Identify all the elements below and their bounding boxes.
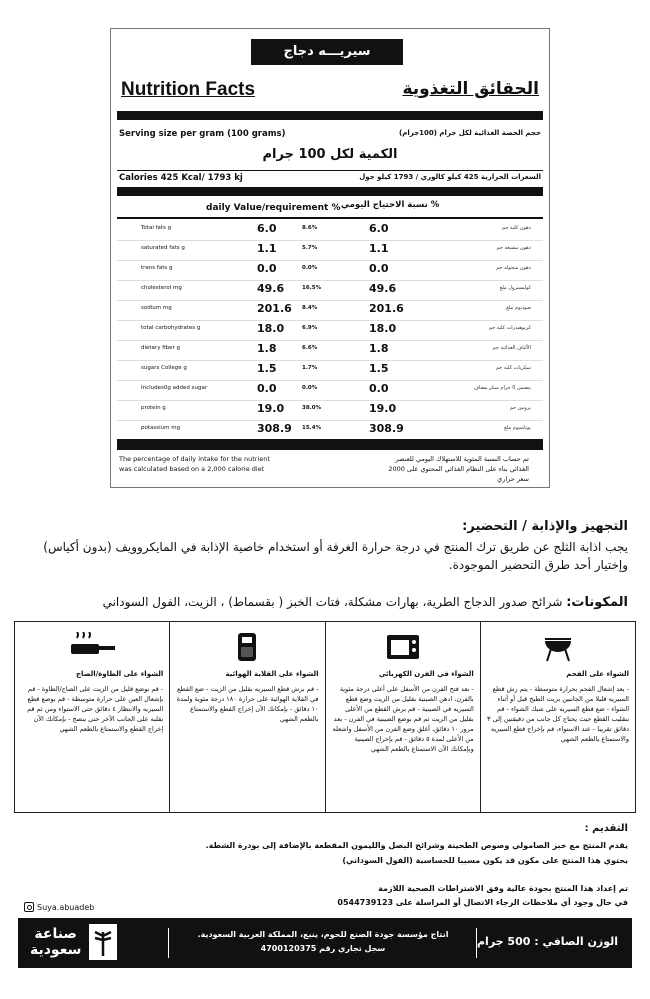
grill-icon bbox=[487, 630, 629, 664]
nutrient-value: 308.9 bbox=[369, 422, 404, 435]
nutrient-percent: 1.7% bbox=[302, 365, 318, 371]
ingredients bbox=[22, 595, 628, 610]
method-pan bbox=[15, 622, 169, 812]
nutrient-percent: 16.5% bbox=[302, 285, 322, 291]
quality-statement: تم إعداد هذا المنتج بجودة عالية وفق الاشتراطات الصحية اللازمة bbox=[378, 884, 628, 893]
calories-en: Calories 425 Kcal/ 1793 kj bbox=[119, 173, 243, 183]
nutrient-name-en: dietary fiber g bbox=[141, 345, 181, 351]
nutrient-name-en: potassium mg bbox=[141, 425, 181, 431]
nutrient-row bbox=[117, 220, 543, 240]
nutrient-value: 6.0 bbox=[369, 222, 389, 235]
net-weight: الوزن الصافي : 500 جرام bbox=[476, 935, 618, 948]
logo-line-1: صناعة bbox=[34, 926, 77, 942]
nutrient-value: 1.8 bbox=[369, 342, 389, 355]
nutrient-name-en: protein g bbox=[141, 405, 166, 411]
method-title: الشواء في الفرن الكهربائي bbox=[378, 670, 474, 678]
method-oven bbox=[325, 622, 480, 812]
serving-size-ar: حجم الحصة الغذائية لكل جرام (100جرام) bbox=[399, 129, 541, 137]
nutrient-value: 49.6 bbox=[257, 282, 285, 295]
nutrient-name-en: sodium mg bbox=[141, 305, 172, 311]
preparation-text: يجب اذابة الثلج عن طريق ترك المنتج في درجة حرارة الغرفة أو استخدام خاصية الإذابة في المايكروويف (بدون أكياس) وإختيار أحد طرق التحضير الموجودة. bbox=[43, 540, 628, 572]
method-grill bbox=[480, 622, 635, 812]
nutrient-value: 0.0 bbox=[257, 382, 277, 395]
method-title: الشواء على القلاية الهوائية bbox=[225, 670, 319, 678]
nutrient-name-ar: دهون متحولة جم bbox=[496, 265, 531, 271]
preparation-title: التجهيز والإذابة / التحضير: bbox=[462, 519, 628, 534]
nutrient-value: 201.6 bbox=[257, 302, 292, 315]
nutrition-heading-en: Nutrition Facts bbox=[121, 79, 256, 100]
nutrient-percent: 0.0% bbox=[302, 265, 318, 271]
method-instructions: - قم برش قطع السيريه بقليل من الزيت - ضع القطع في القلاية الهوائية على حرارة ١٨٠ درجة مئوية ولمدة ١٠ دقائق - بإمكانك الآن إخراج القطع والاستمتاع بالطعم الشهي bbox=[176, 685, 319, 723]
nutrient-value: 1.5 bbox=[257, 362, 277, 375]
nutrient-value: 19.0 bbox=[369, 402, 397, 415]
nutrient-value: 1.5 bbox=[369, 362, 389, 375]
nutrient-row bbox=[117, 420, 543, 440]
nutrient-value: 1.8 bbox=[257, 342, 277, 355]
nutrient-row bbox=[117, 340, 543, 360]
nutrient-percent: 6.6% bbox=[302, 345, 318, 351]
nutrient-value: 0.0 bbox=[257, 262, 277, 275]
air-fryer-icon bbox=[176, 630, 318, 664]
amount-per-100g: الكمية لكل 100 جرام bbox=[262, 147, 398, 162]
serving-size-en: Serving size per gram (100 grams) bbox=[119, 129, 286, 139]
nutrient-row bbox=[117, 300, 543, 320]
instagram-icon bbox=[24, 902, 34, 912]
oven-icon bbox=[332, 630, 474, 664]
method-instructions: - بعد فتح الفرن من الأسفل على أعلى درجة مئوية بالفرن، ادهن الصينية بقليل من الزيت وضع قطع السيريه في الصينية - قم برش القطع من الأعلى بقليل من الزيت ثم قم بوضع الصينية في الفرن - بعد مرور ١٠ دقائق، أغلق وضع الفرن من الأسفل واشعله من الأعلى لمدة ٥ دقائق - قم بإخراج الصينية وبإمكانك الآن الاستمتاع بالطعم الشهي bbox=[332, 685, 474, 753]
producer-name: انتاج مؤسسة جودة الصنع للحوم، ينبع، المملكة العربية السعودية. bbox=[197, 930, 449, 939]
nutrient-row bbox=[117, 400, 543, 420]
nutrient-name-en: sugars College g bbox=[141, 365, 187, 371]
pan-icon bbox=[21, 630, 163, 664]
nutrient-value: 49.6 bbox=[369, 282, 397, 295]
nutrient-value: 1.1 bbox=[257, 242, 277, 255]
nutrient-row bbox=[117, 260, 543, 280]
nutrient-value: 18.0 bbox=[257, 322, 285, 335]
nutrient-percent: 15.4% bbox=[302, 425, 322, 431]
nutrient-row bbox=[117, 280, 543, 300]
nutrient-row bbox=[117, 240, 543, 260]
nutrient-name-ar: دهون مشبعة جم bbox=[496, 245, 531, 251]
nutrient-percent: 8.6% bbox=[302, 225, 318, 231]
logo-line-2: سعودية bbox=[30, 942, 82, 958]
nutrient-name-en: total carbohydrates g bbox=[141, 325, 201, 331]
nutrient-row bbox=[117, 360, 543, 380]
divider-bar bbox=[117, 439, 543, 450]
divider-bar bbox=[117, 111, 543, 120]
nutrient-name-en: Includes0g added sugar bbox=[141, 385, 208, 391]
nutrient-name-ar: الألياف الغذائية جم bbox=[492, 345, 531, 351]
nutrient-name-ar: دهون كلية جم bbox=[502, 225, 531, 231]
saudi-made-logo bbox=[30, 924, 117, 960]
nutrient-percent: 0.0% bbox=[302, 385, 318, 391]
instagram-handle bbox=[24, 902, 94, 912]
daily-value-header-ar: % نسبة الاحتياج اليومي bbox=[341, 200, 440, 210]
nutrient-name-ar: كوليسترول ملغ bbox=[499, 285, 531, 291]
nutrient-name-ar: بوتاسيوم ملغ bbox=[504, 425, 531, 431]
nutrient-name-ar: صوديوم ملغ bbox=[506, 305, 531, 311]
divider-bar bbox=[117, 187, 543, 196]
nutrient-name-en: Total fats g bbox=[141, 225, 172, 231]
palm-icon bbox=[89, 924, 117, 960]
method-instructions: - بعد إشعال الفحم بحرارة متوسطة - يتم رش قطع السيريه قليلا من الجانبين بزيت الطبخ قبل أو أثناء الشواء - ضع قطع السيريه على شبك الشواء - قم بتقليب القطع حيث يحتاج كل جانب من دقيقتين إلى ٣ دقائق تقريبا - عند الاستواء، قم بإخراج قطع السيريه والاستمتاع بالطعم الشهي bbox=[487, 685, 629, 743]
footnote-en: The percentage of daily intake for the nutrient was calculated based on a 2,000 calorie diet bbox=[119, 455, 270, 473]
divider-line bbox=[168, 928, 169, 958]
nutrient-value: 6.0 bbox=[257, 222, 277, 235]
footer-bar bbox=[18, 918, 632, 968]
instagram-text: Suya.abuadeb bbox=[37, 902, 95, 912]
nutrient-name-en: trans fats g bbox=[141, 265, 173, 271]
nutrient-percent: 8.4% bbox=[302, 305, 318, 311]
nutrient-name-en: cholesterol mg bbox=[141, 285, 182, 291]
nutrient-value: 0.0 bbox=[369, 382, 389, 395]
nutrient-percent: 5.7% bbox=[302, 245, 318, 251]
nutrient-name-ar: يتضمن 0 جرام سكر مضاف bbox=[473, 385, 531, 391]
daily-value-header-en: daily Value/requirement % bbox=[206, 203, 341, 213]
footnote-ar: تم حساب النسبة المئوية للاستهلاك اليومي للعنصر الغذائي بناء على النظام الغذائي المحتوي على 2000 سعر حراري bbox=[388, 455, 529, 483]
nutrient-name-ar: كربوهيدرات كلية جم bbox=[488, 325, 531, 331]
nutrition-heading-ar: الحقائق التغذوية bbox=[402, 79, 539, 99]
commercial-register: سجل تجاري رقم 4700120375 bbox=[260, 944, 386, 953]
serving-title: التقديم : bbox=[584, 823, 628, 834]
calories-ar: السعرات الحرارية 425 كيلو كالوري / 1793 كيلو جول bbox=[359, 173, 541, 181]
method-title: الشواء على الفحم bbox=[566, 670, 629, 678]
method-title: الشواء على الطاوة/الصاج bbox=[76, 670, 164, 678]
nutrition-facts-panel bbox=[110, 28, 550, 488]
contact-statement: في حال وجود أي ملاحظات الرجاء الاتصال أو المراسلة على 0544739123 bbox=[337, 898, 628, 907]
nutrient-value: 201.6 bbox=[369, 302, 404, 315]
divider-line bbox=[476, 928, 477, 958]
nutrient-name-ar: بروتين جم bbox=[509, 405, 531, 411]
nutrient-row bbox=[117, 380, 543, 400]
cooking-methods bbox=[14, 621, 636, 813]
nutrient-value: 308.9 bbox=[257, 422, 292, 435]
nutrient-name-ar: سكريات كلية جم bbox=[495, 365, 531, 371]
divider-line bbox=[117, 170, 543, 171]
divider-line bbox=[117, 217, 543, 219]
nutrient-value: 18.0 bbox=[369, 322, 397, 335]
method-air-fryer bbox=[169, 622, 324, 812]
serving-text: يقدم المنتج مع خبز الصامولي وصوص الطحينة وشرائح البصل والليمون المقطعة بالإضافة إلى بودرة الشطة. bbox=[205, 841, 628, 850]
saudi-made-text bbox=[30, 926, 81, 958]
ingredients-text: شرائح صدور الدجاج الطرية، بهارات مشكلة، فتات الخبز ( بقسماط) ، الزيت، الفول السوداني bbox=[102, 595, 563, 609]
nutrient-row bbox=[117, 320, 543, 340]
nutrient-value: 19.0 bbox=[257, 402, 285, 415]
nutrient-name-en: saturated fats g bbox=[141, 245, 185, 251]
method-instructions: - قم بوضع قليل من الزيت على الصاج/الطاوة - قم بإشعال العين على حرارة متوسطة - قم بوضع قطع السيريه والانتظار ٤ دقائق حتى الاستواء ومن ثم قم بقلبه على الجانب الآخر حتى ينضج - بإمكانك الآن إخراج القطع والاستمتاع بالطعم الشهي bbox=[27, 685, 164, 733]
product-title: سيريـــه دجاج bbox=[251, 39, 403, 65]
nutrient-value: 1.1 bbox=[369, 242, 389, 255]
nutrient-percent: 6.9% bbox=[302, 325, 318, 331]
ingredients-label: المكونات: bbox=[566, 595, 628, 610]
nutrient-percent: 38.0% bbox=[302, 405, 322, 411]
nutrient-value: 0.0 bbox=[369, 262, 389, 275]
allergen-notice: يحتوي هذا المنتج على مكون قد يكون مسببا للحساسية (الفول السوداني) bbox=[342, 856, 628, 865]
producer-info bbox=[178, 928, 468, 956]
